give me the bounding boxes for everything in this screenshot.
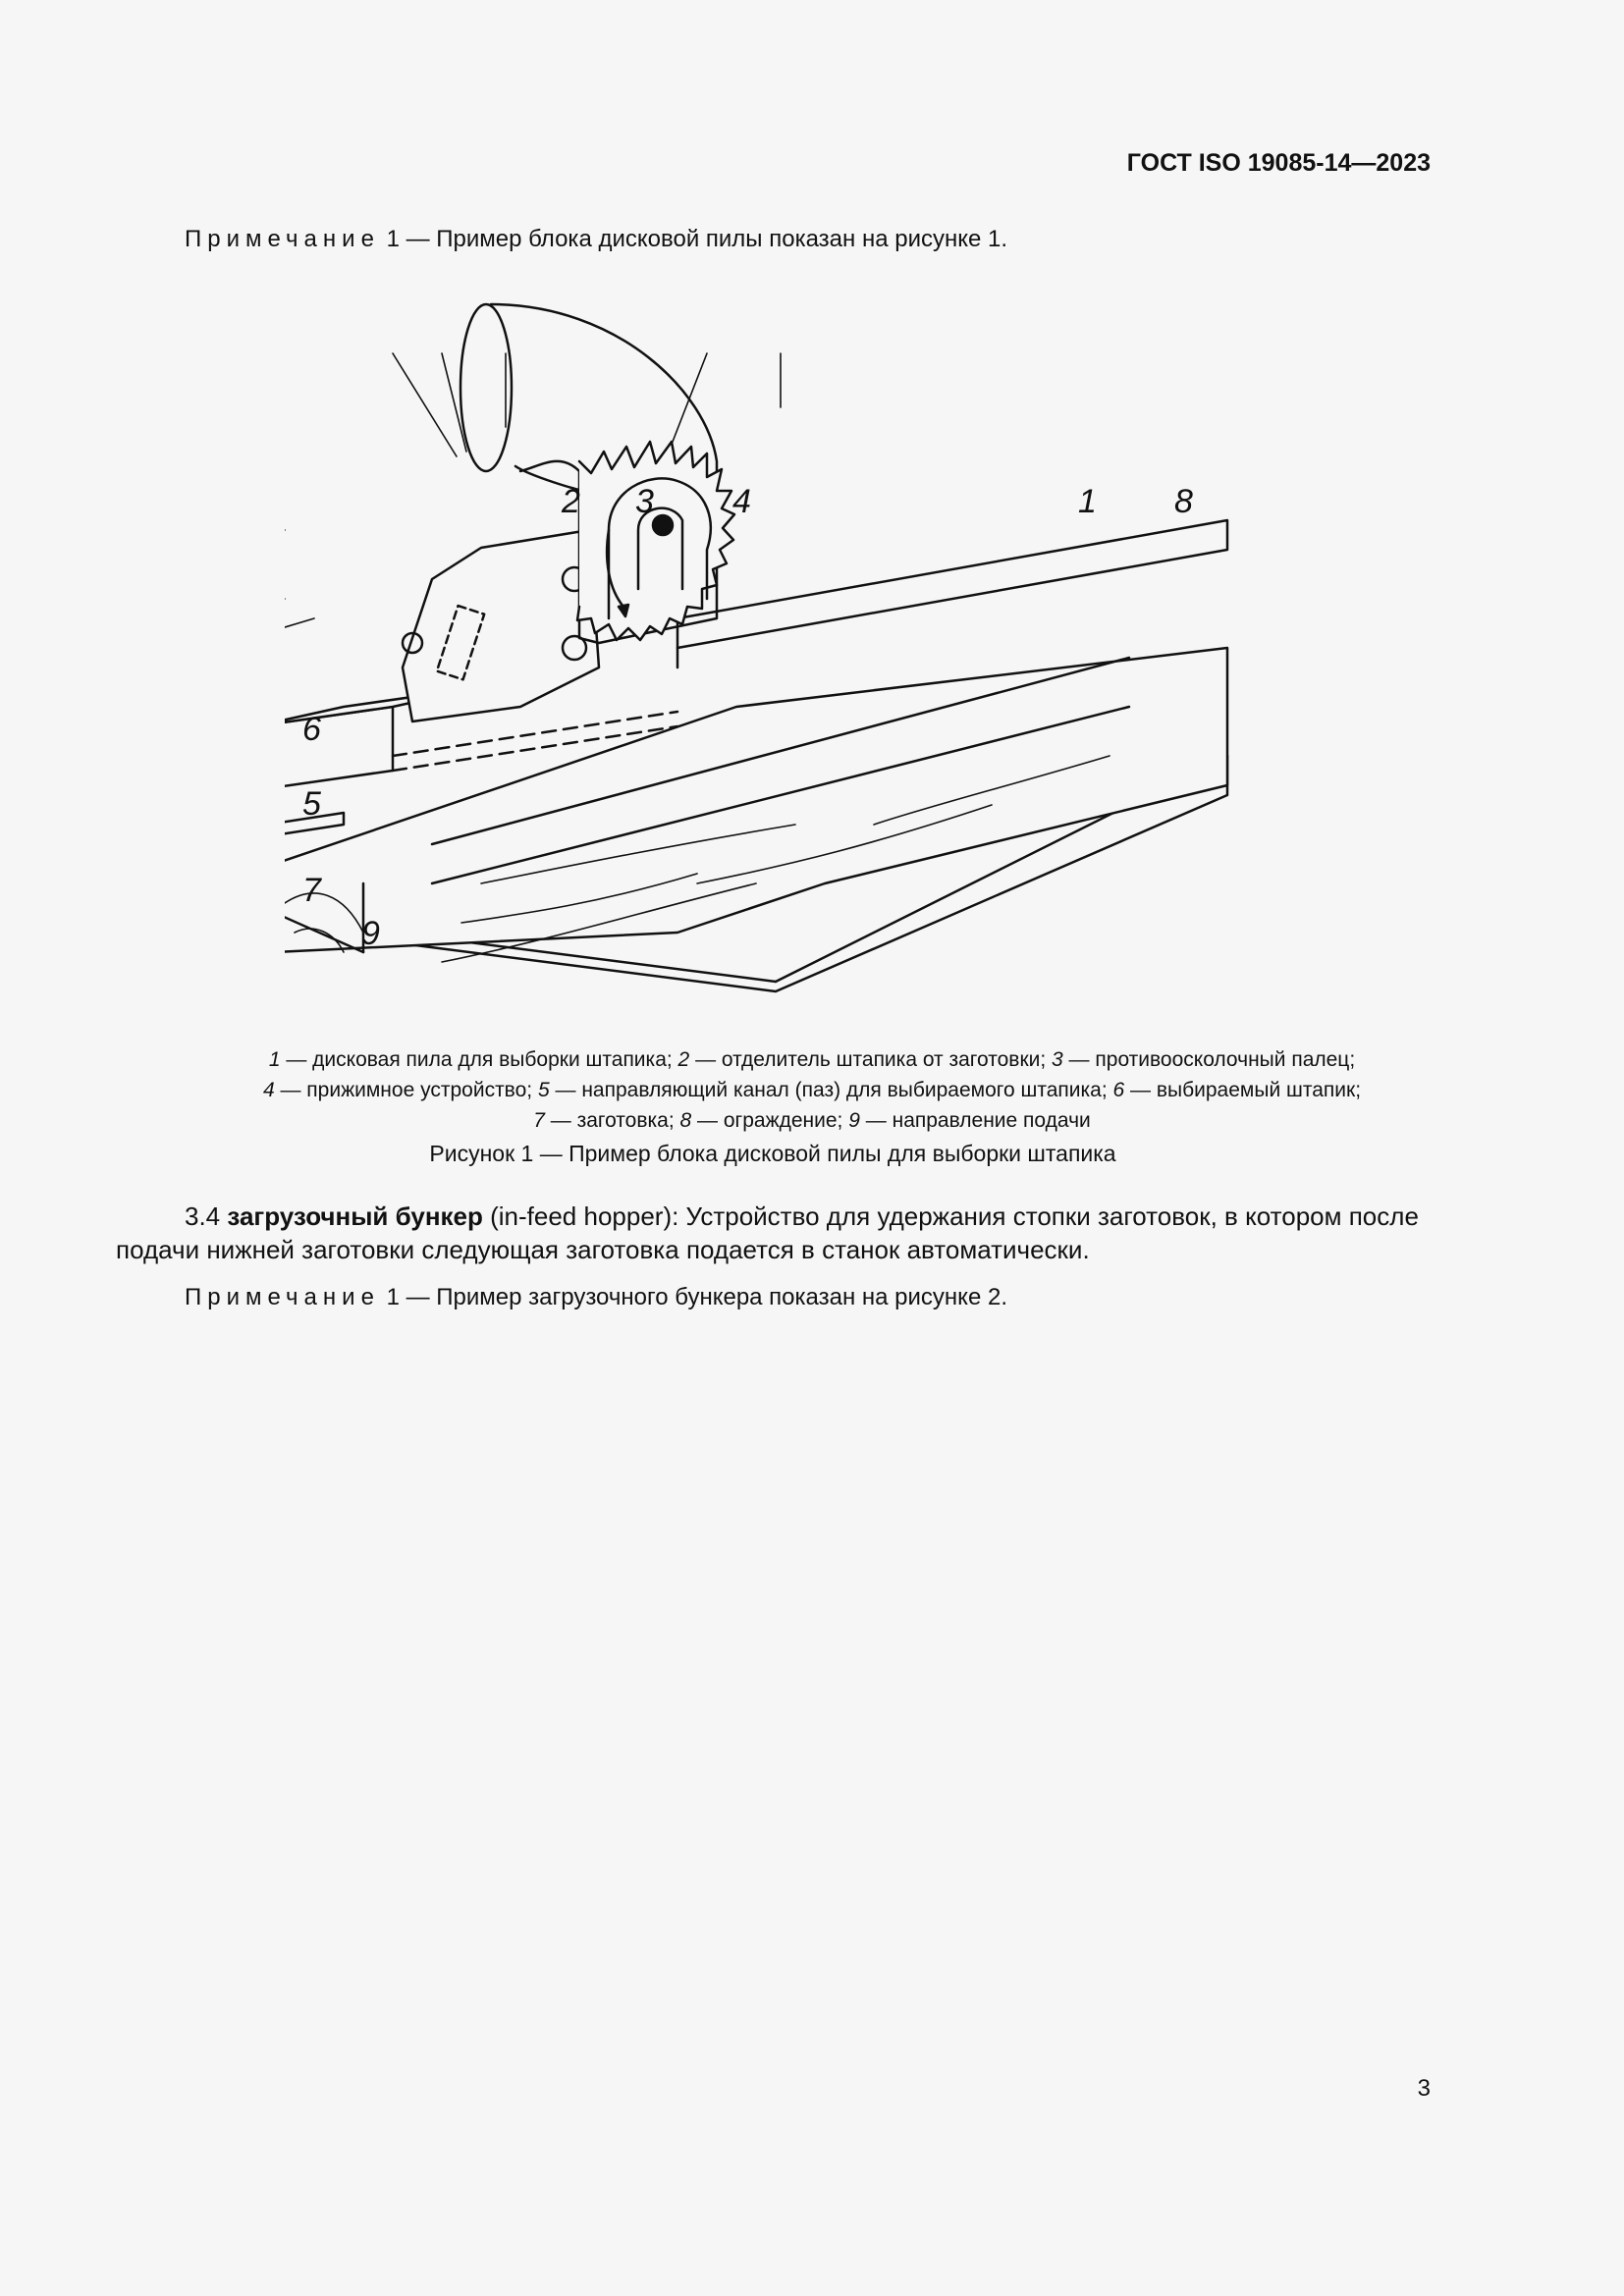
legend-num: 9 (848, 1109, 860, 1132)
saw-blade (577, 442, 734, 640)
note-figure-2 (185, 1284, 1007, 1311)
legend-num: 4 (262, 1079, 275, 1101)
legend-text: — направление подачи (859, 1109, 1091, 1132)
guard (677, 520, 1227, 667)
legend-num: 6 (1112, 1079, 1125, 1101)
callout-9: 9 (361, 915, 380, 952)
clause-number: 3.4 (185, 1201, 221, 1231)
clause-term: загрузочный бункер (227, 1201, 483, 1231)
legend-text: — прижимное устройство; (274, 1079, 538, 1101)
legend-text: — направляющий канал (паз) для выбираемого штапика; (549, 1079, 1113, 1101)
figure-legend (0, 1044, 1624, 1136)
legend-line-1 (0, 1044, 1624, 1075)
legend-num: 1 (268, 1048, 281, 1071)
legend-text: — дисковая пила для выборки штапика; (280, 1048, 678, 1071)
callout-6: 6 (302, 711, 321, 748)
splitter-plate (403, 530, 599, 721)
callout-1: 1 (1078, 483, 1097, 520)
callout-3: 3 (635, 483, 654, 520)
figure-1-saw-unit-drawing (285, 294, 1267, 1021)
legend-text: — выбираемый штапик; (1124, 1079, 1362, 1101)
legend-text: — отделитель штапика от заготовки; (689, 1048, 1053, 1071)
legend-num: 5 (537, 1079, 550, 1101)
legend-line-2 (0, 1075, 1624, 1105)
figure-caption: Рисунок 1 — Пример блока дисковой пилы для выборки штапика (429, 1141, 1116, 1166)
legend-num: 7 (533, 1109, 545, 1132)
callout-2: 2 (562, 483, 580, 520)
clause-definition: : Устройство для удержания стопки заготовок, в котором после подачи нижней заготовки следующая заготовка подается в станок автоматически. (116, 1201, 1419, 1264)
note-figure-1 (185, 226, 1007, 253)
standard-designation: ГОСТ ISO 19085-14—2023 (1126, 149, 1431, 177)
legend-text: — заготовка; (544, 1109, 680, 1132)
note-label: Примечание (185, 226, 380, 252)
legend-text: — противоосколочный палец; (1062, 1048, 1356, 1071)
note-text: 1 — Пример загрузочного бункера показан на рисунке 2. (379, 1284, 1007, 1310)
clause-3-4 (116, 1200, 1432, 1266)
legend-text: — ограждение; (691, 1109, 849, 1132)
legend-line-3 (0, 1105, 1624, 1136)
legend-num: 2 (677, 1048, 690, 1071)
callout-8: 8 (1174, 483, 1193, 520)
legend-num: 8 (679, 1109, 692, 1132)
note-text: 1 — Пример блока дисковой пилы показан на рисунке 1. (379, 226, 1008, 252)
clause-english-term: (in-feed hopper) (490, 1201, 673, 1231)
callout-4: 4 (732, 483, 751, 520)
legend-num: 3 (1052, 1048, 1063, 1071)
callout-7: 7 (302, 872, 321, 909)
callout-5: 5 (302, 785, 321, 823)
note-label: Примечание (185, 1284, 380, 1310)
page-number: 3 (1417, 2075, 1431, 2102)
